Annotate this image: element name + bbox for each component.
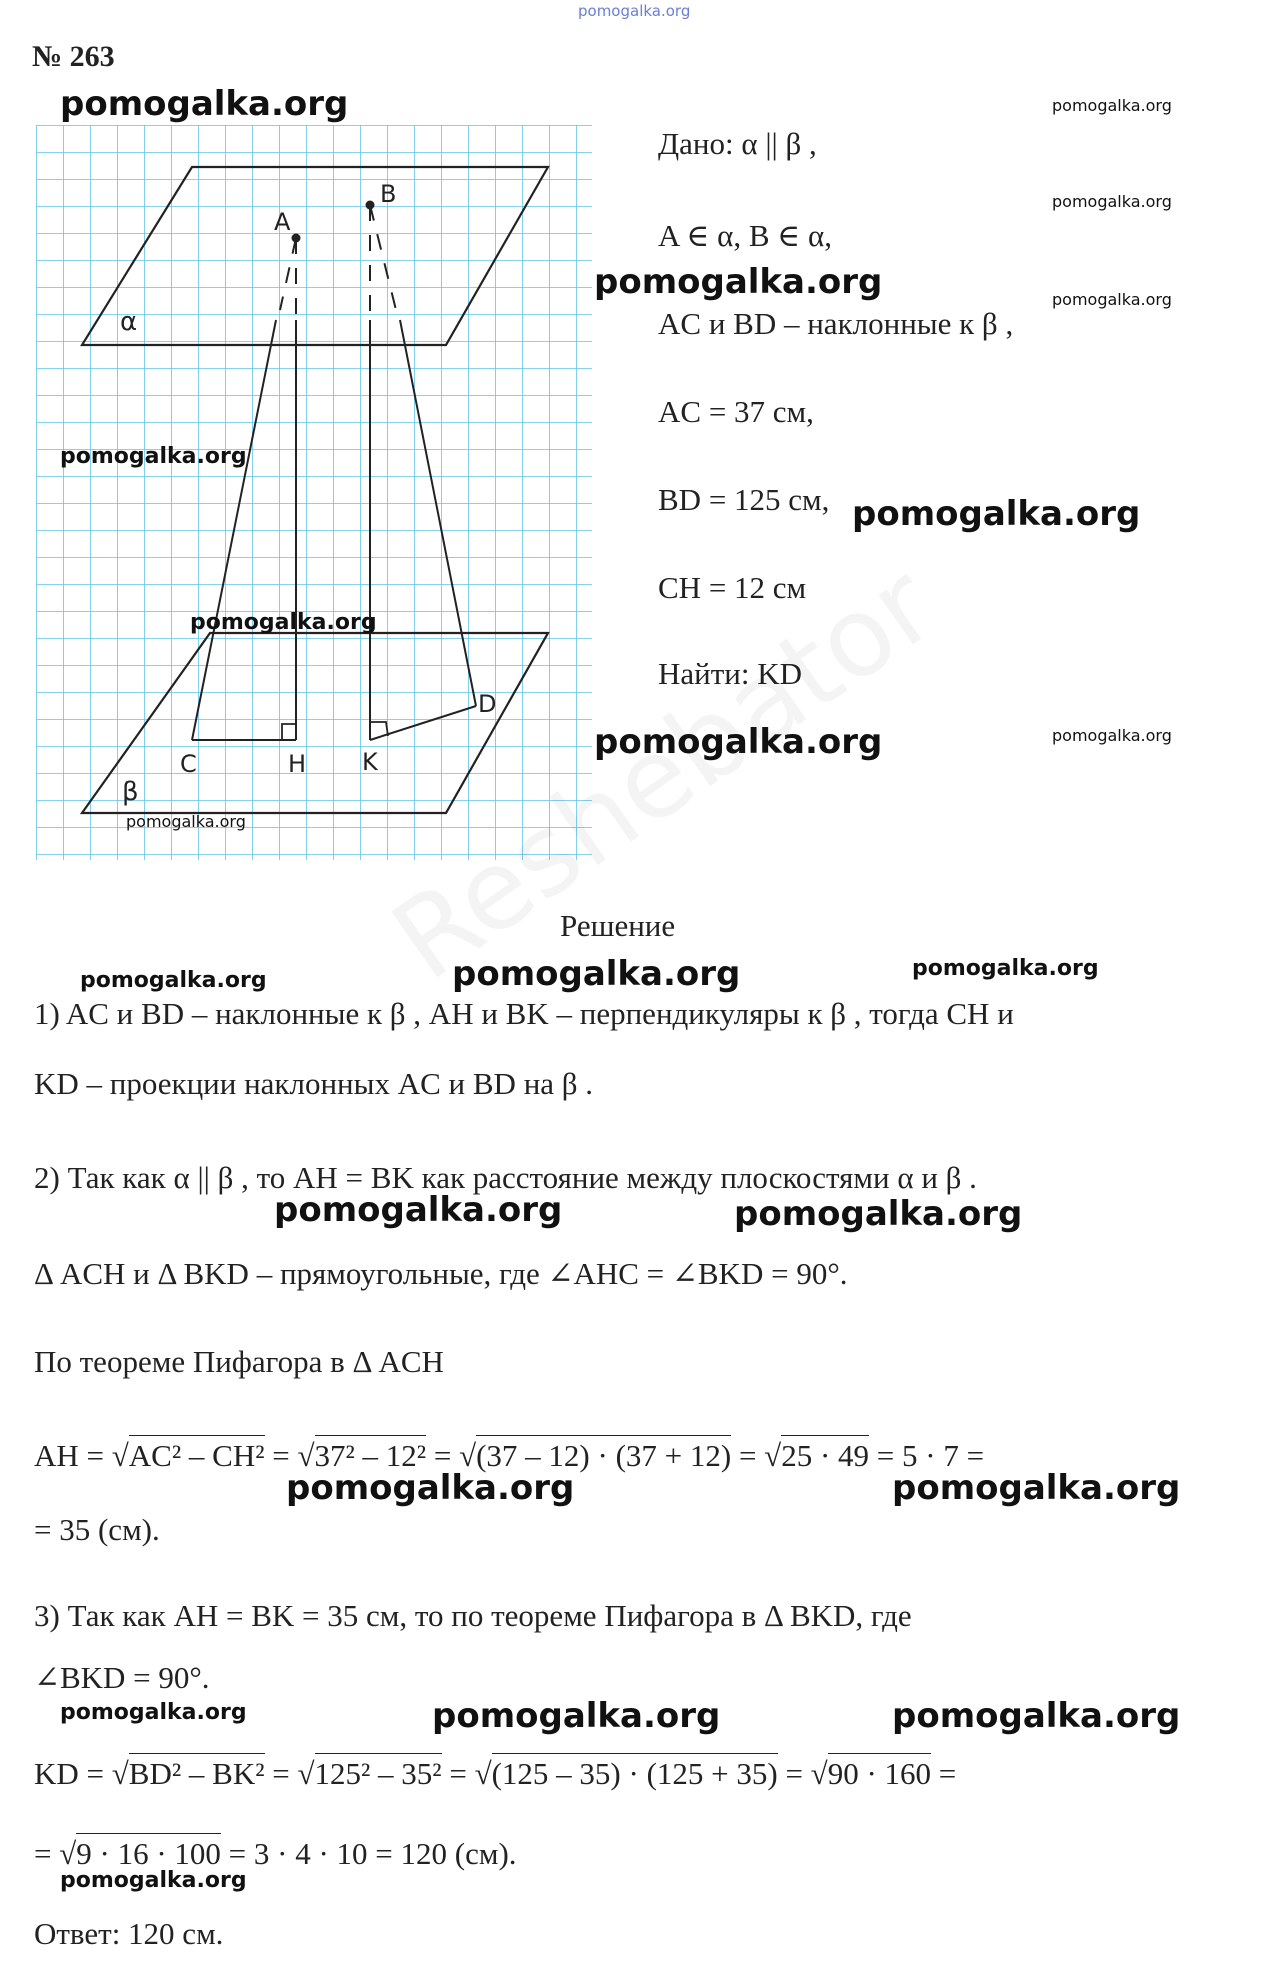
- eq2-tail: =: [938, 1756, 957, 1791]
- label-D: D: [478, 690, 497, 718]
- given-line-2: A ∈ α, B ∈ α,: [658, 218, 832, 253]
- eq3-lhs: =: [34, 1836, 52, 1871]
- watermark: pomogalka.org: [1052, 96, 1172, 115]
- label-C: C: [180, 750, 197, 778]
- solution-p3: По теореме Пифагора в Δ ACH: [34, 1344, 444, 1379]
- equation-3: = √9 · 16 · 100 = 3 · 4 · 10 = 120 (см).: [34, 1836, 517, 1872]
- watermark: pomogalka.org: [80, 968, 267, 993]
- eq3-root-1: 9 · 16 · 100: [76, 1833, 221, 1871]
- watermark: pomogalka.org: [432, 1696, 721, 1736]
- watermark: pomogalka.org: [594, 722, 883, 762]
- solution-p2-line1: 2) Так как α || β , то AH = BK как расстояние между плоскостями α и β .: [34, 1160, 977, 1195]
- eq2-root-4: 90 · 160: [828, 1753, 931, 1791]
- eq1-root-1: AC² – CH²: [129, 1435, 265, 1473]
- eq1-lhs: AH =: [34, 1438, 105, 1473]
- eq1-tail: = 5 · 7 =: [876, 1438, 985, 1473]
- label-K: K: [362, 748, 378, 776]
- eq2-root-2: 125² – 35²: [315, 1753, 442, 1791]
- answer: Ответ: 120 см.: [34, 1916, 224, 1951]
- geometry-figure: [0, 0, 600, 880]
- watermark: pomogalka.org: [190, 610, 377, 635]
- watermark: pomogalka.org: [274, 1190, 563, 1230]
- given-find: Найти: KD: [658, 656, 803, 691]
- solution-p1-line2: KD – проекции наклонных AC и BD на β .: [34, 1066, 594, 1101]
- watermark: pomogalka.org: [852, 494, 1141, 534]
- equation-2: KD = √BD² – BK² = √125² – 35² = √(125 – 35) · (125 + 35) = √90 · 160 =: [34, 1756, 956, 1792]
- solution-title: Решение: [560, 908, 676, 943]
- watermark: pomogalka.org: [594, 262, 883, 302]
- solution-p4-line1: 3) Так как AH = BK = 35 см, то по теореме Пифагора в Δ BKD, где: [34, 1598, 912, 1633]
- eq1-continuation: = 35 (см).: [34, 1512, 160, 1547]
- problem-number: № 263: [32, 40, 115, 73]
- given-line-5: BD = 125 см,: [658, 482, 830, 517]
- watermark: pomogalka.org: [60, 444, 247, 469]
- watermark: pomogalka.org: [126, 812, 246, 831]
- label-alpha: α: [120, 307, 138, 337]
- eq1-root-3: (37 – 12) · (37 + 12): [476, 1435, 731, 1473]
- solution-p2-line2: Δ ACH и Δ BKD – прямоугольные, где ∠AHC = ∠BKD = 90°.: [34, 1256, 848, 1291]
- label-B: B: [380, 180, 397, 208]
- point-B: [366, 201, 375, 210]
- solution-p4-line2: ∠BKD = 90°.: [34, 1660, 210, 1695]
- label-A: A: [274, 208, 291, 236]
- given-line-4: AC = 37 см,: [658, 394, 814, 429]
- watermark: pomogalka.org: [892, 1696, 1181, 1736]
- point-A: [292, 234, 301, 243]
- watermark: pomogalka.org: [60, 1868, 247, 1893]
- watermark: pomogalka.org: [60, 1700, 247, 1725]
- label-beta: β: [122, 777, 139, 807]
- eq3-tail: = 3 · 4 · 10 = 120 (см).: [228, 1836, 517, 1871]
- equation-1: AH = √AC² – CH² = √37² – 12² = √(37 – 12) · (37 + 12) = √25 · 49 = 5 · 7 =: [34, 1438, 984, 1474]
- eq2-root-3: (125 – 35) · (125 + 35): [492, 1753, 778, 1791]
- watermark: pomogalka.org: [1052, 726, 1172, 745]
- watermark: pomogalka.org: [912, 956, 1099, 981]
- eq2-root-1: BD² – BK²: [129, 1753, 265, 1791]
- solution-p1-line1: 1) AC и BD – наклонные к β , AH и BK – перпендикуляры к β , тогда CH и: [34, 996, 1014, 1031]
- given-line-3: AC и BD – наклонные к β ,: [658, 306, 1014, 341]
- eq1-root-2: 37² – 12²: [315, 1435, 427, 1473]
- watermark: pomogalka.org: [286, 1468, 575, 1508]
- watermark: pomogalka.org: [452, 954, 741, 994]
- eq2-lhs: KD =: [34, 1756, 105, 1791]
- site-header-link[interactable]: pomogalka.org: [578, 2, 691, 20]
- watermark: pomogalka.org: [60, 84, 349, 124]
- label-H: H: [288, 750, 307, 778]
- watermark: pomogalka.org: [1052, 192, 1172, 211]
- watermark: pomogalka.org: [734, 1194, 1023, 1234]
- watermark: pomogalka.org: [892, 1468, 1181, 1508]
- eq1-root-4: 25 · 49: [781, 1435, 869, 1473]
- watermark: pomogalka.org: [1052, 290, 1172, 309]
- given-line-1: Дано: α || β ,: [658, 126, 817, 161]
- given-line-6: CH = 12 см: [658, 570, 807, 605]
